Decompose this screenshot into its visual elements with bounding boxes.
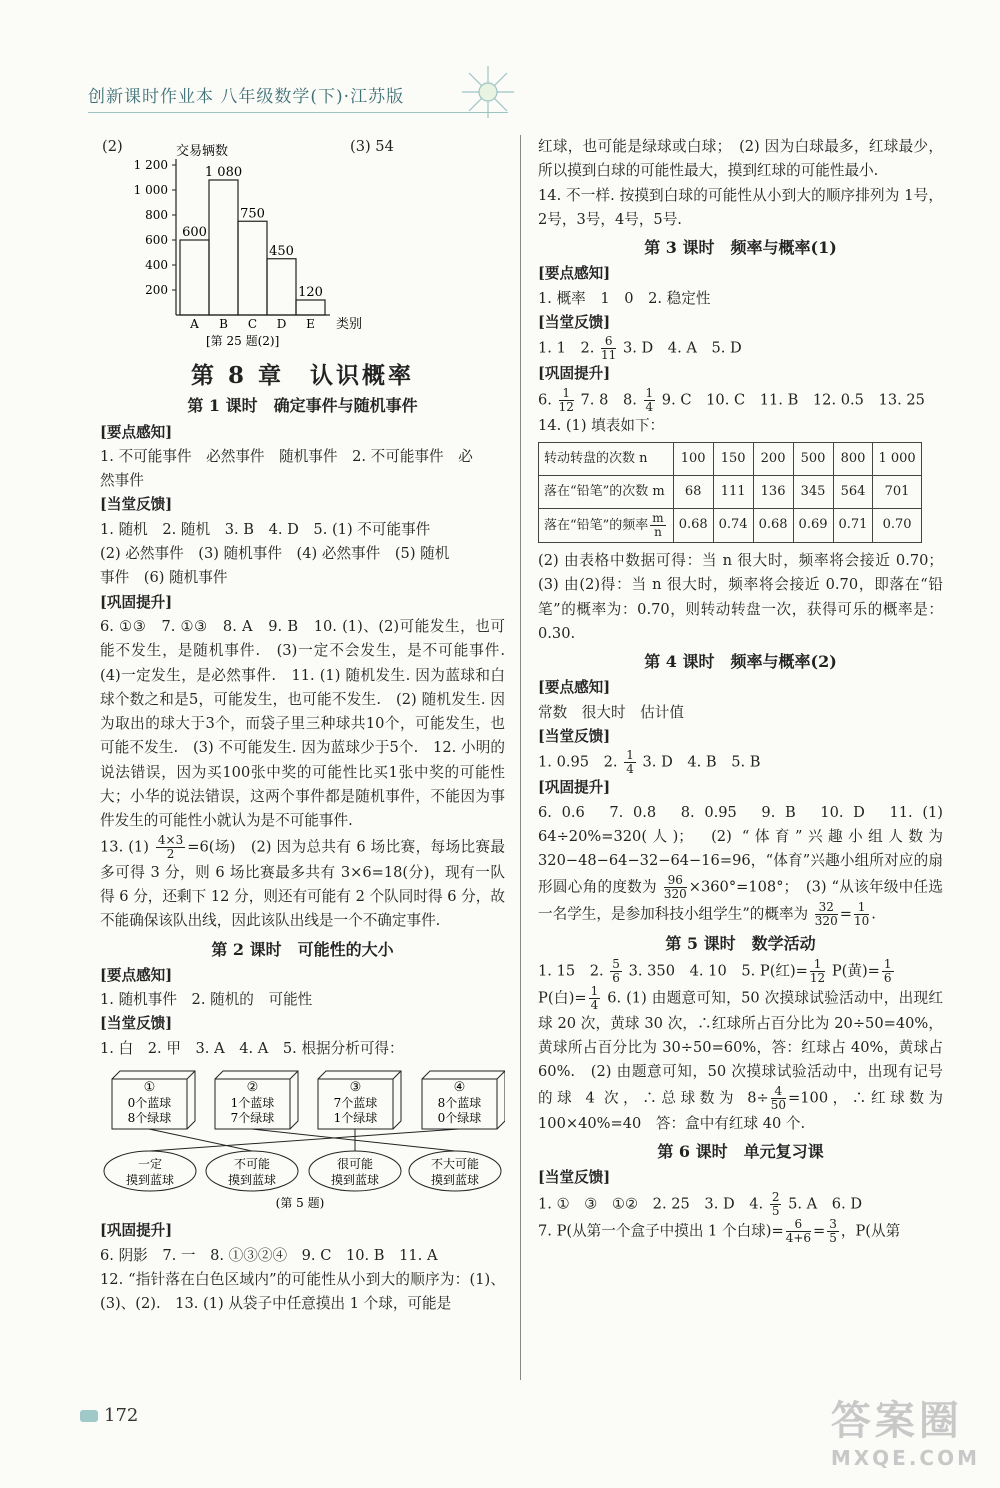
frac-num: 1 [854, 901, 869, 915]
l3-q14: 14. (1) 填表如下： [538, 416, 665, 434]
right-column [538, 135, 943, 1245]
l4-c-paragraph: 6. 0.6 7. 0.8 8. 0.95 9. B 10. D 11. (1) 64÷20%=320(人)； (2) “体育”兴趣小组人数为 320−48−64−32−64−16=96，“体育”兴趣小组所对应的扇形圆心角的度数为 $\frac{96}{320}$ ×360°=108°； (3) “从该年级中任选一名学生，是参加科技小组学生”的概率为 $\frac{32}{320}$ = $\frac{1}{10}$ . [538, 803, 943, 928]
tag-key-points-3: [要点感知] [538, 265, 611, 283]
l4-c-text: 6. 0.6 7. 0.8 8. 0.95 9. B 10. D 11. (1) 64÷20%=320(人)； (2) “体育”兴趣小组人数为 320−48−64−32−64−16=96，“体育”兴趣小组所对应的扇形圆心角的度数为 [538, 803, 943, 896]
l5-line1 [538, 958, 943, 985]
table-cell: 111 [713, 475, 753, 508]
frac-num: 1 [645, 385, 654, 400]
bar-value-label: 750 [240, 206, 265, 222]
frac-den: 4 [590, 997, 599, 1012]
frac-den: 4 [626, 762, 634, 777]
l4-b-line [538, 749, 943, 776]
table-cell: 136 [753, 475, 793, 508]
q13-fraction [156, 834, 185, 861]
lesson-6-title: 第 6 课时 单元复习课 [657, 1142, 824, 1162]
y-tick-label: 600 [145, 233, 168, 247]
tag-key-points-2: [要点感知] [100, 966, 173, 984]
frac-num: 1 [883, 956, 892, 971]
chapter-title: 第 8 章 认识概率 [190, 362, 415, 389]
watermark-small: MXQE.COM [830, 1446, 980, 1470]
l1-a-line2: 然事件 [100, 472, 144, 490]
oval-line1: 不可能 [233, 1157, 271, 1172]
l1-b-line3: 事件 (6) 随机事件 [100, 569, 228, 587]
table-row [539, 442, 922, 475]
book-header: 创新课时作业本 八年级数学(下)·江苏版 [88, 87, 405, 107]
tag-feedback-4: [当堂反馈] [538, 728, 611, 746]
l5-2a: P(白)= [538, 989, 587, 1007]
figure-25 [100, 135, 505, 350]
l5-3b: =100，∴红球数为 100×40%=40 答：盒中有红球 40 个. [538, 1089, 943, 1132]
column-divider [520, 135, 521, 1380]
l3-b-frac [601, 335, 616, 362]
table-row-header: 转动转盘的次数 n [539, 442, 674, 475]
l3-after-table: (2) 由表格中数据可得：当 n 很大时，频率将会接近 0.70；(3) 由(2)得：当 n 很大时，频率将会接近 0.70，即落在“铅笔”的概率为：0.70，则转动转盘一次，获得可乐的概率是：0.30. [538, 551, 943, 642]
oval-line1: 不大可能 [430, 1157, 480, 1172]
l6-7-frac2 [827, 1218, 839, 1245]
table-cell: 0.71 [833, 508, 873, 542]
box-line2: 0个绿球 [437, 1111, 482, 1126]
tag-feedback-6: [当堂反馈] [538, 1169, 611, 1187]
table-cell: 200 [753, 442, 793, 475]
frac-num: 1 [810, 958, 825, 972]
histogram-bar [180, 240, 209, 315]
frac-num: 6 [786, 1218, 811, 1232]
frac-den: 4 [645, 399, 654, 414]
frac-den: 5 [771, 1203, 780, 1218]
oval-line1: 一定 [137, 1157, 163, 1172]
frac-num: 96 [664, 874, 687, 888]
l2-c-line1: 6. 阴影 7. 一 8. ①③②④ 9. C 10. B 11. A [100, 1246, 438, 1264]
l5-1c: P(黄)= [831, 962, 880, 980]
l4-c-frac3 [854, 901, 869, 928]
l3-c-post: 9. C 10. C 11. B 12. 0.5 13. 25 [661, 391, 925, 409]
table-cell: 701 [873, 475, 921, 508]
connector-line [150, 1129, 459, 1151]
l3-b-post: 3. D 4. A 5. D [622, 339, 742, 357]
table-cell: 500 [793, 442, 833, 475]
r-q14: 14. 不一样. 按摸到白球的可能性从小到大的顺序排列为 1号，2号，3号，4号，5号. [538, 186, 943, 228]
box-line2: 8个绿球 [127, 1111, 172, 1126]
lesson-3-title: 第 3 课时 频率与概率(1) [644, 238, 837, 258]
fig25-caption: [第 25 题(2)] [206, 334, 280, 348]
l5-1b: 3. 350 4. 10 5. P(红)= [628, 962, 808, 980]
frac-den: 320 [814, 913, 838, 928]
category-label: D [276, 317, 287, 331]
fig25-answer3: (3) 54 [350, 138, 394, 155]
frequency-table [538, 442, 922, 543]
tag-consolidate-2: [巩固提升] [100, 1222, 173, 1240]
histogram-bar [267, 259, 296, 315]
l5-frac1 [610, 958, 622, 985]
y-tick-label: 1 000 [133, 183, 168, 197]
l6-7b: ，P(从第 [840, 1222, 901, 1240]
lesson-1-title: 第 1 课时 确定事件与随机事件 [187, 396, 418, 416]
frac-den: n [654, 524, 662, 539]
table-cell: 68 [673, 475, 713, 508]
l4-c-eq: = [839, 905, 852, 923]
box-number: ② [246, 1080, 259, 1096]
table-cell: 0.69 [793, 508, 833, 542]
frac-den: 320 [663, 886, 687, 901]
fig25-label: (2) [102, 138, 123, 155]
r-continued-1: 红球，也可能是绿球或白球； (2) 因为白球最多，红球最少，所以摸到白球的可能性最大，摸到红球的可能性最小. [538, 138, 943, 180]
table-cell: 150 [713, 442, 753, 475]
y-tick-label: 400 [145, 258, 168, 272]
frac-den: 12 [558, 399, 574, 414]
q13-prefix: 13. (1) [100, 838, 149, 856]
table-cell: 0.68 [673, 508, 713, 542]
box-number: ③ [349, 1080, 362, 1096]
l2-c-line2: 12. “指针落在白色区域内”的可能性从小到大的顺序为：(1)、(3)、(2). 13. (1) 从袋子中任意摸出 1 个球，可能是 [100, 1270, 505, 1313]
l6-q7 [538, 1218, 943, 1245]
category-label: A [190, 317, 199, 331]
histogram-bar [296, 300, 325, 315]
table-row [539, 508, 922, 542]
frac-num: 5 [612, 956, 620, 971]
l4-b-frac [624, 749, 636, 776]
tag-key-points: [要点感知] [100, 423, 173, 441]
y-tick-label: 200 [145, 283, 168, 297]
box-number: ④ [453, 1080, 466, 1096]
oval-line2: 摸到蓝球 [125, 1173, 175, 1188]
frac-num: m [652, 510, 664, 525]
frac-num: 6 [601, 335, 616, 349]
q13-num: 4×3 [157, 832, 184, 847]
l3-c8-frac [644, 387, 656, 414]
l3-c6-frac [559, 387, 574, 414]
l4-b-pre: 1. 0.95 2. [538, 753, 618, 771]
l1-a-line1: 1. 不可能事件 必然事件 随机事件 2. 不可能事件 必 [100, 447, 473, 465]
table-cell: 100 [673, 442, 713, 475]
q13-text: =6(场) (2) 因为总共有 6 场比赛，每场比赛最多可得 3 分，则 6 场比赛最多共有 3×6=18(分)，现有一队得 6 分，还剩下 12 分，则还有可能有 2 个队同时得 6 分，故不能确保该队出线，因此该队出线是一个不确定事件. [100, 838, 505, 930]
bar-value-label: 450 [269, 243, 294, 259]
table-row [539, 475, 922, 508]
oval-line2: 摸到蓝球 [330, 1173, 380, 1188]
l1-b-line2: (2) 必然事件 (3) 随机事件 (4) 必然事件 (5) 随机 [100, 545, 450, 563]
l5-2b: 6. (1) 由题意可知，50 次摸球试验活动中，出现红球 20 次，黄球 30 次，∴红球所占百分比为 20÷50=40%，黄球所占百分比为 30÷50=60%，答：红球占 40%，黄球占 60%. (2) 由题意可知，50 次摸球试验活动中，出现有记号的球 4 次，∴总球数为 8÷ [538, 989, 944, 1107]
frac-num: 4 [771, 1085, 786, 1099]
l3-c-pre: 6. [538, 391, 552, 409]
lesson-2-title: 第 2 课时 可能性的大小 [211, 939, 394, 959]
tag-consolidate-4: [巩固提升] [538, 779, 611, 797]
oval-line2: 摸到蓝球 [227, 1173, 277, 1188]
histogram-bar [238, 221, 267, 315]
l4-c-frac1 [664, 874, 687, 901]
frac-num: 1 [626, 748, 634, 763]
histogram-bar [209, 180, 238, 315]
bar-value-label: 600 [182, 225, 207, 240]
frac-num: 2 [771, 1189, 780, 1204]
bar-value-label: 120 [298, 285, 323, 300]
frac-den: 50 [770, 1097, 787, 1112]
tag-consolidate: [巩固提升] [100, 593, 173, 611]
watermark-big: 答案圈 [830, 1398, 963, 1444]
box-line1: 8个蓝球 [437, 1096, 482, 1111]
l5-frac5 [771, 1085, 786, 1112]
box-line1: 0个蓝球 [127, 1096, 172, 1111]
table-cell: 564 [833, 475, 873, 508]
table-cell: 0.74 [713, 508, 753, 542]
frac-den: 11 [601, 348, 617, 363]
l6-b-line [538, 1191, 943, 1218]
tag-consolidate-3: [巩固提升] [538, 365, 611, 383]
tag-feedback: [当堂反馈] [100, 496, 173, 514]
left-column [100, 135, 520, 1317]
frac-den: 4+6 [785, 1230, 812, 1245]
fig25-xlabel: 类别 [336, 317, 363, 332]
l2-a-line: 1. 随机事件 2. 随机的 可能性 [100, 991, 313, 1009]
frac-den: 12 [809, 970, 826, 985]
l1-b-line1: 1. 随机 2. 随机 3. B 4. D 5. (1) 不可能事件 [100, 520, 431, 538]
frac-num: 3 [829, 1216, 837, 1231]
table-row-header: 落在“铅笔”的次数 m [539, 475, 674, 508]
category-label: E [306, 317, 315, 331]
l6-b-pre: 1. ① ③ ①② 2. 25 3. D 4. [538, 1195, 764, 1213]
bar-value-label: 1 080 [204, 165, 243, 180]
l4-c-mid: ×360°=108°； (3) “从该年级中任选一名学生，是参加科技小组学生”的概率为 [538, 878, 943, 923]
r3-header-text: 落在“铅笔”的频率 [544, 517, 649, 533]
l4-c-frac2 [815, 901, 838, 928]
m-over-n-frac [650, 512, 665, 539]
oval-line1: 很可能 [336, 1157, 374, 1172]
frac-num: 32 [815, 901, 838, 915]
figure-5-diagram [100, 1061, 505, 1211]
table-row-header [539, 508, 674, 542]
y-tick-label: 800 [145, 208, 168, 222]
frac-num: 1 [590, 983, 599, 998]
l4-b-post: 3. D 4. B 5. B [642, 753, 761, 771]
frac-den: 6 [612, 970, 620, 985]
fig25-histogram [130, 135, 390, 350]
flower-ornament-icon [458, 62, 518, 122]
table-cell: 1 000 [873, 442, 921, 475]
l6-7a: 7. P(从第一个盒子中摸出 1 个白球)= [538, 1222, 784, 1240]
l2-b-line: 1. 白 2. 甲 3. A 4. A 5. 根据分析可得： [100, 1039, 404, 1057]
l1-c-paragraph: 6. ①③ 7. ①③ 8. A 9. B 10. (1)、(2)可能发生，也可能不发生，是随机事件. (3)一定不会发生，是不可能事件. (4)一定发生，是必然事件. 11. (1) 随机发生. 因为蓝球和白球个数之和是5，可能发生，也可能不发生. (2) 随机发生. 因为取出的球大于3个，而袋子里三种球共10个，可能发生，也可能不发生. (3) 不可能发生. 因为蓝球少于5个. 12. 小明的说法错误，因为买100张中奖的可能性比买1张中奖的可能性大；小华的说法错误，这两个事件都是随机事件，不能因为事件发生的可能性小就认为是不可能事件. [100, 617, 520, 830]
frac-den: 5 [829, 1230, 837, 1245]
l3-b-line [538, 335, 943, 362]
y-tick-label: 1 200 [133, 158, 168, 172]
table-cell: 800 [833, 442, 873, 475]
header-rule [88, 112, 508, 113]
tag-feedback-3: [当堂反馈] [538, 314, 611, 332]
box-line2: 7个绿球 [230, 1111, 275, 1126]
l5-frac2 [810, 958, 825, 985]
category-label: C [247, 317, 258, 331]
l5-paragraph [538, 985, 943, 1136]
oval-line2: 摸到蓝球 [430, 1173, 480, 1188]
frac-den: 10 [853, 913, 870, 928]
l6-7-frac1 [786, 1218, 811, 1245]
category-label: B [219, 317, 228, 331]
tag-key-points-4: [要点感知] [538, 679, 611, 697]
watermark [831, 1389, 980, 1470]
lesson-5-title: 第 5 课时 数学活动 [665, 933, 816, 953]
q13-den: 2 [166, 846, 175, 861]
l6-7-eq: = [813, 1222, 826, 1240]
l5-frac3 [882, 958, 894, 985]
l3-a-line: 1. 概率 1 0 2. 稳定性 [538, 289, 711, 307]
fig25-ylabel: 交易辆数 [176, 144, 229, 159]
box-line1: 7个蓝球 [333, 1096, 378, 1111]
box-number: ① [143, 1080, 156, 1096]
l3-c-line [538, 387, 943, 414]
l3-b-pre: 1. 1 2. [538, 339, 595, 357]
box-line2: 1个绿球 [333, 1111, 378, 1126]
lesson-4-title: 第 4 课时 频率与概率(2) [644, 652, 837, 672]
box-line1: 1个蓝球 [230, 1096, 275, 1111]
frac-num: 1 [559, 387, 574, 401]
tag-feedback-2: [当堂反馈] [100, 1015, 173, 1033]
table-cell: 345 [793, 475, 833, 508]
fig5-caption: (第 5 题) [275, 1196, 325, 1211]
table-cell: 0.68 [753, 508, 793, 542]
table-cell: 0.70 [873, 508, 921, 542]
page-tab [80, 1410, 98, 1422]
l1-q13 [100, 834, 505, 934]
l6-b-frac [770, 1191, 782, 1218]
l3-c-mid: 7. 8 8. [580, 391, 637, 409]
connector-line [252, 1129, 455, 1151]
l4-a-line: 常数 很大时 估计值 [538, 703, 684, 721]
l5-1a: 1. 15 2. [538, 962, 604, 980]
frac-den: 6 [883, 970, 892, 985]
page-number: 172 [104, 1405, 139, 1426]
l6-b-post: 5. A 6. D [788, 1195, 863, 1213]
l5-frac4 [589, 985, 601, 1012]
